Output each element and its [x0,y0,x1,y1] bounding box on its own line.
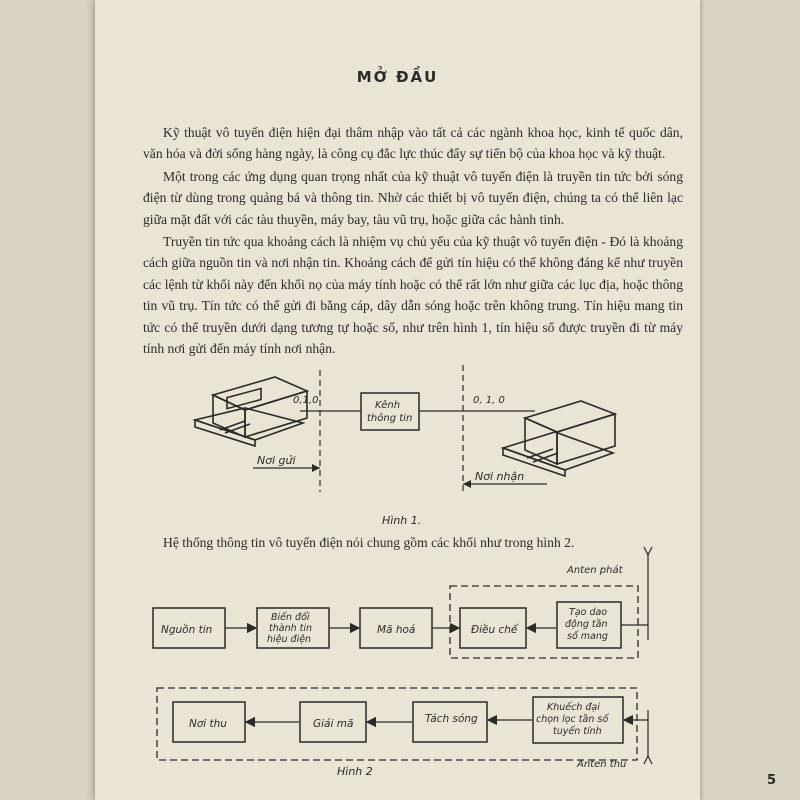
figure-2-caption: Hình 2 [337,765,373,778]
block-amplifier-label-1: Khuếch đại [547,702,600,713]
tx-antenna-label: Anten phát [567,565,623,576]
block-convert-label-3: hiệu điện [267,634,312,645]
block-receiver-label: Nơi thu [189,718,227,730]
channel-label-2: thông tin [367,413,413,424]
figure-1-caption: Hình 1. [382,514,422,527]
rx-antenna-icon [644,710,652,764]
block-convert-label-2: thành tin [269,623,313,634]
figure-2 [95,0,700,800]
block-modulate-label: Điều chế [471,624,518,636]
paragraph-3: Truyền tin tức qua khoảng cách là nhiệm vụ chủ yếu của kỹ thuật vô tuyến điện - Đó là khoảng cách giữa nguồn tin và nơi nhận tin. Khoảng cách để gửi tín hiệu có thể không đáng kể như truyền các lệnh từ khối này đến khối nọ của máy tính hoặc có thể rất lớn như giữa các lục địa, hoặc thông tin vũ trụ. Tín tức có thể gửi đi bằng cáp, dây dẫn sóng hoặc trên không trung. Tín hiệu mang tin tức có thể truyền dưới dạng tương tự hoặc số, như trên hình 1, tín hiệu số được truyền đi từ máy tính nơi gửi đến máy tính nơi nhận. [143,234,683,357]
channel-label-1: Kênh [375,400,401,411]
tx-antenna-icon [644,547,652,640]
block-source-label: Nguồn tin [161,624,213,636]
page-title: MỞ ĐẦU [356,68,439,86]
block-amplifier-label-2: chọn lọc tần số [536,714,609,725]
block-convert-label-1: Biến đổi [271,612,310,623]
tx-modulator-frame [450,586,638,658]
page-number: 5 [767,773,777,788]
receiver-label: Nơi nhận [475,470,525,483]
rx-antenna-label: Anten thu [577,759,627,770]
signal-left-label: 0,1,0 [293,395,319,406]
block-detect-label: Tách sóng [425,713,478,725]
figure-2-intro: Hệ thống thông tin vô tuyến điện nói chung gồm các khối như trong hình 2. [163,535,575,550]
block-oscillator-label-1: Tạo dao [569,607,608,618]
signal-right-label: 0, 1, 0 [473,395,505,406]
block-oscillator-label-2: động tần [565,619,608,630]
book-page [95,0,777,800]
block-amplifier-label-3: tuyến tính [553,726,602,737]
block-decode-label: Giải mã [313,718,354,730]
paragraph-1: Kỹ thuật vô tuyến điện hiện đại thâm nhập vào tất cả các ngành khoa học, kinh tế quốc dân, văn hóa và đời sống hàng ngày, là công cụ đắc lực thúc đẩy sự tiến bộ của khoa học và kỹ thuật. [143,125,683,162]
block-encode-label: Mã hoá [377,624,416,636]
sender-label: Nơi gửi [257,454,296,467]
paragraph-2: Một trong các ứng dụng quan trọng nhất của kỹ thuật vô tuyến điện là truyền tin tức bởi sóng điện từ dùng trong quảng bá và thông tin. Nhờ các thiết bị vô tuyến điện, chúng ta có thể liên lạc giữa mặt đất với các tàu thuyền, máy bay, tàu vũ trụ, hoặc giữa các hành tinh. [143,168,683,227]
block-oscillator-label-3: số mang [567,631,608,642]
